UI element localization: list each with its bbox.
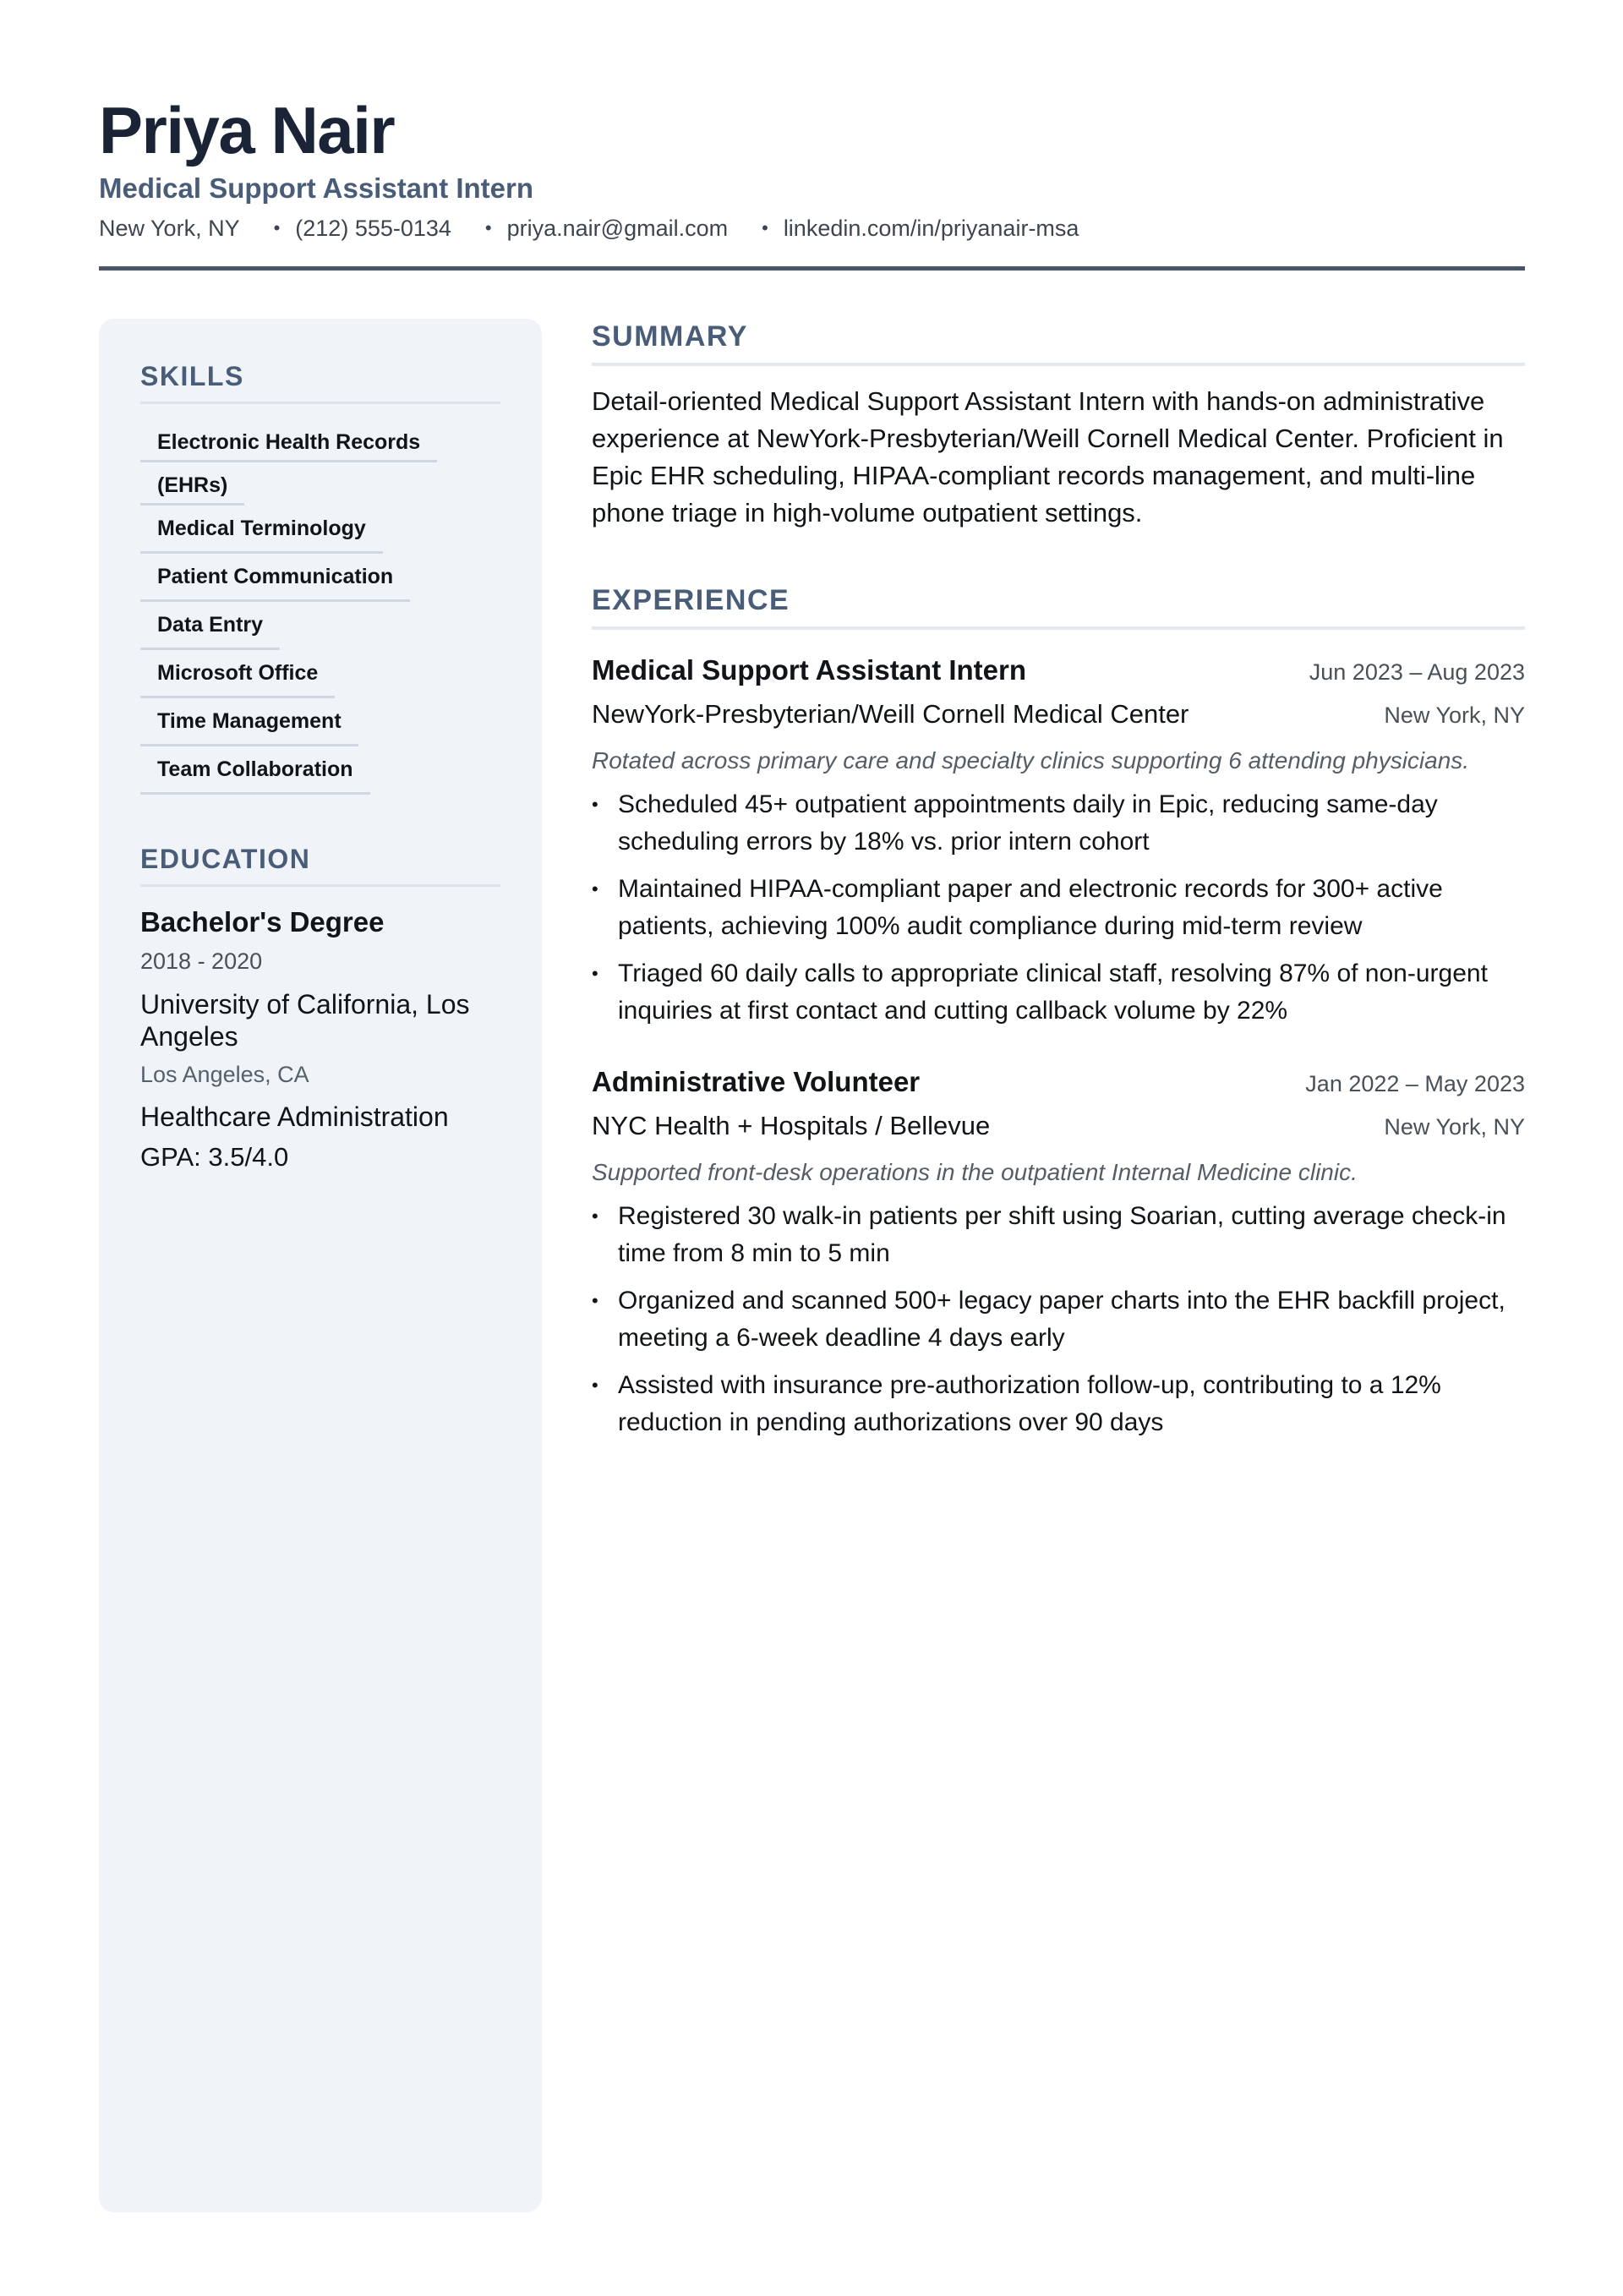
job-dates: Jun 2023 – Aug 2023 (1309, 659, 1525, 685)
skill-label: Team Collaboration (140, 746, 370, 795)
contact-linkedin: linkedin.com/in/priyanair-msa (783, 216, 1079, 241)
gpa: GPA: 3.5/4.0 (140, 1142, 289, 1172)
bullet-item (592, 1198, 1525, 1272)
summary-heading: SUMMARY (592, 319, 1525, 366)
contact-phone: (212) 555-0134 (295, 216, 451, 241)
skill-item (140, 746, 500, 795)
skill-label: Medical Terminology (140, 506, 383, 554)
education-years: 2018 - 2020 (140, 948, 263, 974)
education-section (140, 842, 500, 1176)
bullet-text: Maintained HIPAA-compliant paper and electronic records for 300+ active patients, achieving 100% audit compliance during mid-term review (618, 875, 1443, 940)
job-bullets (592, 1198, 1525, 1441)
job-entry (592, 1063, 1525, 1441)
skill-item (140, 506, 500, 554)
contact-line (99, 213, 1079, 243)
skill-item (140, 602, 500, 650)
skills-list (140, 419, 500, 795)
contact-email: priya.nair@gmail.com (506, 216, 729, 241)
skill-label: Microsoft Office (140, 650, 335, 698)
contact-separator: • (762, 217, 768, 238)
bullet-item (592, 786, 1525, 861)
job-description: Rotated across primary care and specialty clinics supporting 6 attending physicians. (592, 747, 1470, 774)
school-name: University of California, Los Angeles (140, 989, 470, 1052)
bullet-item (592, 871, 1525, 945)
job-dates: Jan 2022 – May 2023 (1305, 1071, 1525, 1096)
job-organization: NYC Health + Hospitals / Bellevue (592, 1111, 991, 1140)
bullet-text: Assisted with insurance pre-authorization follow-up, contributing to a 12% reduction in pending authorizations over 90 days (618, 1371, 1441, 1436)
skill-item (140, 419, 500, 506)
bullet-text: Triaged 60 daily calls to appropriate clinical staff, resolving 87% of non-urgent inquiries at first contact and cutting callback volume by 22% (618, 959, 1488, 1025)
candidate-name: Priya Nair (99, 93, 395, 167)
job-location: New York, NY (1384, 702, 1525, 728)
bullet-icon: • (592, 1375, 598, 1396)
skill-label: Patient Communication (140, 554, 410, 602)
job-location: New York, NY (1384, 1114, 1525, 1140)
skill-item (140, 698, 500, 746)
job-description: Supported front-desk operations in the outpatient Internal Medicine clinic. (592, 1159, 1358, 1185)
skill-label: Electronic Health Records (140, 419, 437, 462)
experience-heading: EXPERIENCE (592, 582, 1525, 630)
bullet-icon: • (592, 878, 598, 899)
bullet-item (592, 955, 1525, 1030)
bullet-text: Scheduled 45+ outpatient appointments daily in Epic, reducing same-day scheduling errors by 18% vs. prior intern cohort (618, 790, 1438, 856)
skill-item (140, 554, 500, 602)
skill-label: Data Entry (140, 602, 280, 650)
sidebar (99, 319, 542, 2212)
skill-item (140, 650, 500, 698)
contact-separator: • (484, 217, 492, 238)
bullet-icon: • (592, 1290, 598, 1311)
degree: Bachelor's Degree (140, 906, 385, 938)
contact-separator: • (273, 217, 281, 238)
school-location: Los Angeles, CA (140, 1062, 309, 1087)
skills-heading: SKILLS (140, 359, 500, 404)
skill-label: (EHRs) (140, 462, 244, 506)
job-entry (592, 652, 1525, 1030)
job-title: Administrative Volunteer (592, 1066, 921, 1097)
bullet-icon: • (592, 963, 598, 984)
resume-page (99, 0, 1525, 2296)
bullet-text: Registered 30 walk-in patients per shift using Soarian, cutting average check-in time from 8 min to 5 min (618, 1202, 1506, 1267)
header-divider (99, 266, 1525, 271)
job-bullets (592, 786, 1525, 1030)
contact-location: New York, NY (99, 216, 240, 241)
summary-text: Detail-oriented Medical Support Assistant Intern with hands-on administrative experience at NewYork-Presbyterian/Weill Cornell Medical Center. Proficient in Epic EHR scheduling, HIPAA-compliant records management, and multi-line phone triage in high-volume outpatient settings. (592, 386, 1504, 528)
candidate-role: Medical Support Assistant Intern (99, 172, 534, 204)
bullet-item (592, 1367, 1525, 1441)
field-of-study: Healthcare Administration (140, 1102, 449, 1132)
bullet-icon: • (592, 794, 598, 815)
bullet-text: Organized and scanned 500+ legacy paper charts into the EHR backfill project, meeting a 6-week deadline 4 days early (618, 1287, 1506, 1352)
bullet-icon: • (592, 1205, 598, 1227)
skill-label: Time Management (140, 698, 358, 746)
main-content (592, 319, 1525, 1451)
job-title: Medical Support Assistant Intern (592, 654, 1027, 686)
job-organization: NewYork-Presbyterian/Weill Cornell Medical Center (592, 699, 1189, 729)
education-heading: EDUCATION (140, 842, 500, 887)
bullet-item (592, 1282, 1525, 1357)
